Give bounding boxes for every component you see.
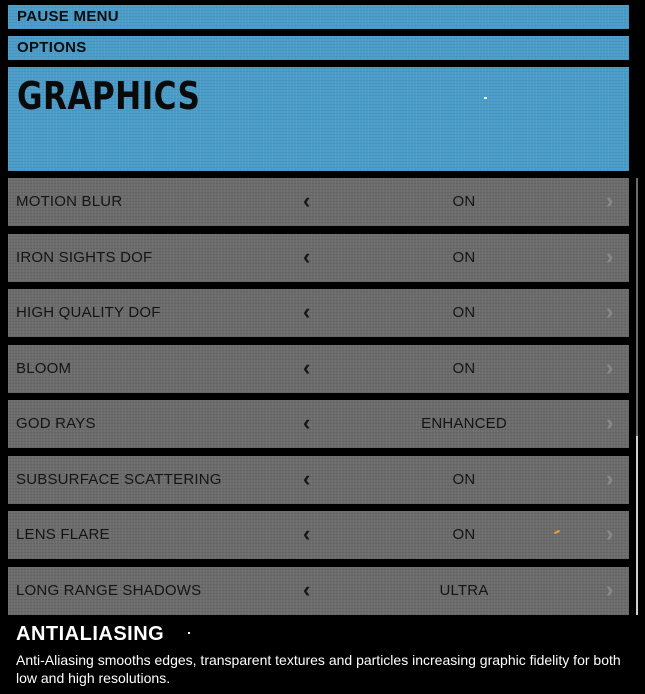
setting-row-long-range-shadows[interactable] <box>8 567 629 615</box>
setting-label: GOD RAYS <box>16 415 96 432</box>
setting-label: MOTION BLUR <box>16 193 123 210</box>
setting-value: ULTRA <box>439 582 489 599</box>
setting-row-god-rays[interactable] <box>8 400 629 448</box>
chevron-left-icon[interactable]: ‹ <box>303 466 311 491</box>
setting-value: ON <box>452 471 476 488</box>
setting-value: ENHANCED <box>421 415 507 432</box>
chevron-right-icon[interactable]: › <box>606 410 614 435</box>
setting-value: ON <box>452 193 476 210</box>
description-panel <box>0 615 645 694</box>
chevron-right-icon[interactable]: › <box>606 244 614 269</box>
setting-row-subsurface-scattering[interactable] <box>8 456 629 504</box>
setting-value: ON <box>452 526 476 543</box>
description-title: ANTIALIASING <box>16 623 165 645</box>
setting-row-lens-flare[interactable] <box>8 511 629 559</box>
chevron-left-icon[interactable]: ‹ <box>303 410 311 435</box>
setting-row-motion-blur[interactable] <box>8 178 629 226</box>
setting-label: LENS FLARE <box>16 526 110 543</box>
setting-label: HIGH QUALITY DOF <box>16 304 161 321</box>
chevron-right-icon[interactable]: › <box>606 577 614 602</box>
chevron-left-icon[interactable]: ‹ <box>303 244 311 269</box>
graphics-header <box>8 67 629 171</box>
chevron-left-icon[interactable]: ‹ <box>303 521 311 546</box>
setting-row-iron-sights-dof[interactable] <box>8 234 629 282</box>
chevron-right-icon[interactable]: › <box>606 355 614 380</box>
chevron-right-icon[interactable]: › <box>606 299 614 324</box>
setting-label: BLOOM <box>16 360 72 377</box>
page-title: GRAPHICS <box>17 74 201 118</box>
description-text: Anti-Aliasing smooths edges, transparent textures and particles increasing graphic fidelity for both low and high resolutions. <box>16 652 621 686</box>
pause-menu-label: PAUSE MENU <box>17 8 119 25</box>
setting-label: IRON SIGHTS DOF <box>16 249 153 266</box>
breadcrumb-pause-menu[interactable] <box>8 5 629 29</box>
setting-label: SUBSURFACE SCATTERING <box>16 471 222 488</box>
settings-list <box>8 178 629 615</box>
setting-value: ON <box>452 304 476 321</box>
chevron-right-icon[interactable]: › <box>606 188 614 213</box>
breadcrumb-options[interactable] <box>8 36 629 60</box>
chevron-left-icon[interactable]: ‹ <box>303 577 311 602</box>
chevron-left-icon[interactable]: ‹ <box>303 299 311 324</box>
options-label: OPTIONS <box>17 39 87 56</box>
setting-label: LONG RANGE SHADOWS <box>16 582 202 599</box>
setting-value: ON <box>452 249 476 266</box>
setting-row-bloom[interactable] <box>8 345 629 393</box>
scrollbar[interactable] <box>634 178 640 615</box>
setting-row-high-quality-dof[interactable] <box>8 289 629 337</box>
decorative-spark <box>484 97 487 99</box>
scrollbar-track-upper <box>636 178 638 436</box>
chevron-left-icon[interactable]: ‹ <box>303 355 311 380</box>
chevron-left-icon[interactable]: ‹ <box>303 188 311 213</box>
setting-value: ON <box>452 360 476 377</box>
chevron-right-icon[interactable]: › <box>606 521 614 546</box>
decorative-dot <box>188 632 190 634</box>
chevron-right-icon[interactable]: › <box>606 466 614 491</box>
